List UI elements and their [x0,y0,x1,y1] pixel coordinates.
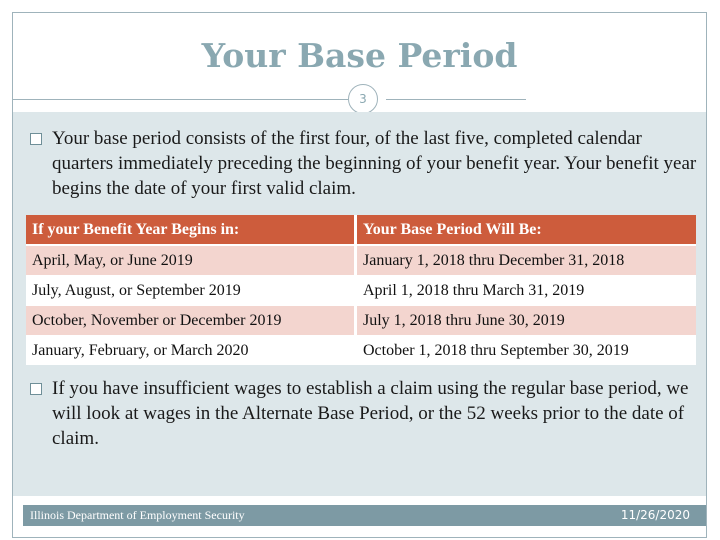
footer-organization: Illinois Department of Employment Security [30,508,245,522]
table-cell: April, May, or June 2019 [26,245,356,276]
table-cell: April 1, 2018 thru March 31, 2019 [356,276,697,306]
title-rule-left [13,99,348,100]
column-header: If your Benefit Year Begins in: [26,215,356,245]
table-header-row [26,215,696,245]
table-cell: October 1, 2018 thru September 30, 2019 [356,336,697,366]
footer-date: 11/26/2020 [620,508,690,522]
bullet-text: If you have insufficient wages to establish a claim using the regular base period, we will look at wages in the Alternate Base Period, or the 52 weeks prior to the date of claim. [52,378,689,449]
title-rule-right [386,99,526,100]
table-cell: July 1, 2018 thru June 30, 2019 [356,306,697,336]
bullet-square-icon [30,383,42,395]
bullet-square-icon [30,133,42,145]
table-row [26,336,696,366]
slide-title: Your Base Period [201,36,518,75]
table-row [26,276,696,306]
table-row [26,245,696,276]
table-cell: January, February, or March 2020 [26,336,356,366]
table-cell: October, November or December 2019 [26,306,356,336]
table-row [26,306,696,336]
table-cell: January 1, 2018 thru December 31, 2018 [356,245,697,276]
bullet-text: Your base period consists of the first four, of the last five, completed calendar quarters immediately preceding the beginning of your benefit year. Your benefit year begins the date of your first valid claim. [52,128,697,199]
base-period-table [26,215,696,365]
table-cell: July, August, or September 2019 [26,276,356,306]
column-header: Your Base Period Will Be: [356,215,697,245]
slide-number: 3 [348,84,378,114]
